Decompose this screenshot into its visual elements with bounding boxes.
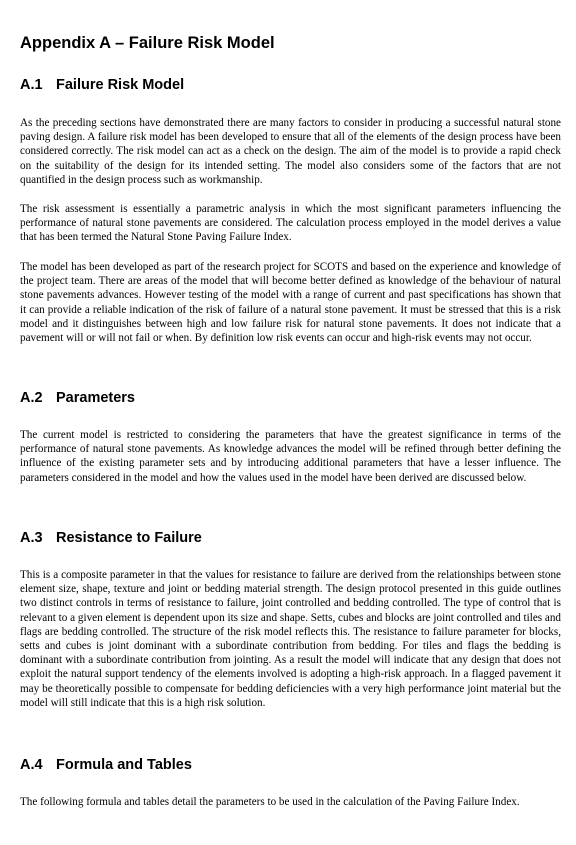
section-heading-a3 [20,529,202,547]
section-number: A.3 [20,530,43,546]
paragraph: The current model is restricted to considering the parameters that have the greatest significance in terms of the performance of natural stone pavements. As knowledge advances the model will be refined through better defining the influence of the existing parameter sets and by introducing additional parameters that have a lesser influence. The parameters considered in the model and how the values used in the model have been derived are discussed below. [20,429,561,484]
section-title: Resistance to Failure [56,530,202,546]
paragraph: The risk assessment is essentially a parametric analysis in which the most significant parameters influencing the performance of natural stone pavements are considered. The calculation process employed in the model derives a value that has been termed the Natural Stone Paving Failure Index. [20,203,561,244]
paragraph: As the preceding sections have demonstrated there are many factors to consider in producing a successful natural stone paving design. A failure risk model has been developed to ensure that all of the elements of the design process have been considered correctly. The risk model can act as a check on the design. The aim of the model is to provide a rapid check on the suitability of the design for its intended setting. The model also considers some of the factors that are not quantified in the design process such as workmanship. [20,117,561,186]
section-title: Formula and Tables [56,757,192,773]
section-heading-a2 [20,389,135,407]
section-heading-a1 [20,76,184,94]
paragraph: The model has been developed as part of the research project for SCOTS and based on the experience and knowledge of the project team. There are areas of the model that will become better defined as knowledge of the behaviour of natural stone pavements advances. However testing of the model with a range of current and past specifications has shown that it can provide a reliable indication of the risk of failure of a natural stone pavement. It must be stressed that this is a risk model and it distinguishes between high and low failure risk for natural stone pavements. It does not indicate that a pavement will or will not fail or when. By definition low risk events can occur and high-risk events may not occur. [20,261,561,345]
section-number: A.4 [20,757,43,773]
section-number: A.1 [20,77,43,93]
section-heading-a4 [20,756,192,774]
section-number: A.2 [20,390,43,406]
page-title: Appendix A – Failure Risk Model [20,34,275,52]
paragraph: The following formula and tables detail the parameters to be used in the calculation of the Paving Failure Index. [20,796,520,808]
paragraph: This is a composite parameter in that the values for resistance to failure are derived from the relationships between stone element size, shape, texture and joint or bedding material strength. The design protocol presented in this guide outlines two distinct controls in terms of resistance to failure, joint controlled and bedding controlled. The type of control that is relevant to a given element is dependent upon its size and shape. Setts, cubes and blocks are joint controlled and tiles and flags are bedding controlled. The structure of the risk model reflects this. The resistance to failure parameter for blocks, setts and cubes is joint dominant with a subordinate contribution from bedding. For tiles and flags the bedding is dominant with a subordinate contribution from jointing. As a result the model will indicate that any design that does not exploit the natural support tendency of the elements involved is adopting a high-risk approach. In a flagged pavement it may be theoretically possible to compensate for bedding deficiencies with a very high performance joint material but the model will still indicate that this is a high risk solution. [20,569,561,709]
section-title: Failure Risk Model [56,77,185,93]
section-title: Parameters [56,390,135,406]
